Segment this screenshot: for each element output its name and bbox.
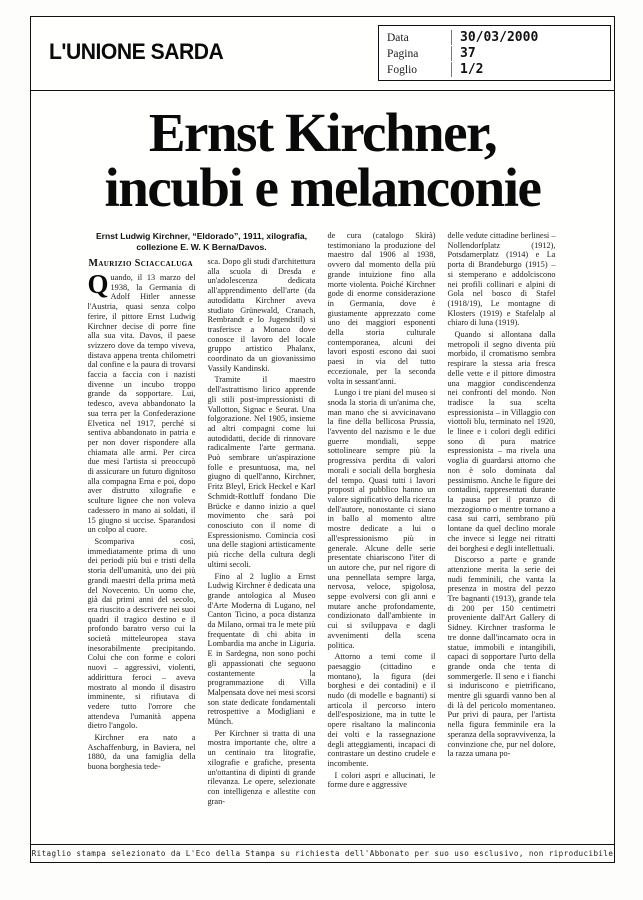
paragraph: Tramite il maestro dell'astrattismo lirico apprende gli stili post-impressionisti di Vallotton, Signac e Seurat. Una folgorazione. Nel 1905, insieme ad altri compagni come lui autodidatti, decide di rinnovare radicalmente l'arte germana. Può sembrare un'aspirazione folle e presuntuosa, ma, nel giugno di quell'anno, Kirchner, Fritz Bleyl, Erick Heckel e Karl Schmidt-Rottluff fondano Die Brücke e danno inizio a quel movimento che sarà poi conosciuto con il nome di Espressionismo. Comincia così una delle stagioni artisticamente più ricche della cultura degli ultimi secoli. [207,375,316,569]
stamp-value-foglio: 1/2 [451,62,483,77]
stamp-row-pagina [387,46,602,62]
clipping-footer [30,845,615,863]
paragraph: Fino al 2 luglio a Ernst Ludwig Kirchner è dedicata una grande antologica al Museo d'Arte Moderna di Lugano, nel Canton Ticino, a poca distanza da Milano, ormai tra le mete più frequentate di chi abita in Lombardia ma anche in Liguria. E in Sardegna, non sono pochi gli appassionati che seguono costantemente la programmazione di Villa Malpensata dove nei mesi scorsi son state dedicate fondamentali retrospettive a Modigliani e Münch. [207,571,316,727]
paragraph: Per Kirchner si tratta di una mostra importante che, oltre a un centinaio tra litografie, xilografie e grafiche, presenta un'ottantina di dipinti di grande rilevanza. Le opere, selezionate con intelligenza e allestite con gran- [207,728,316,806]
stamp-value-date: 30/03/2000 [451,30,538,45]
newspaper-masthead: L'UNIONE SARDA [49,39,224,64]
headline-line-1: Ernst Kirchner, [148,102,497,163]
paragraph: Kirchner era nato a Aschaffenburg, in Baviera, nel 1880, da una famiglia della buona borghesia tede- [87,733,196,772]
footer-disclaimer: Ritaglio stampa selezionato da L'Eco della Stampa su richiesta dell'Abbonato per suo uso esclusivo, non riproducibile [31,849,614,858]
article-headline [31,91,614,223]
artwork-caption: Ernst Ludwig Kirchner, “Eldorado”, 1911, xilografia, collezione E. W. K Berna/Davos. [95,231,308,252]
paragraph-text: uando, il 13 marzo del 1938, la Germania di Adolf Hitler annesse l'Austria, quasi senza colpo ferire, il pittore Ernst Ludwig Kirchner decise di porre fine alla sua vita. Davos, il paese svizzero dove da tempo viveva, distava appena trenta chilometri dal confine e la paura di trovarsi faccia a faccia con i nazisti divenne un incubo troppo grande da sopportare. Lui, tedesco, aveva abbandonato la sua terra per la Confederazione Elvetica nel 1917, perché si sentiva abbandonato in patria e per non dover rispondere alla chiamata alle armi. Per circa due mesi l'artista si preoccupò di assicurare un futuro dignitoso alla compagna Erna e poi, dopo aver distrutto xilografie e sculture lignee che non voleva cadessero in mano ai soldati, il 15 giugno si uccise. Sparandosi un colpo al cuore. [87,273,196,535]
stamp-row-foglio [387,62,602,78]
paragraph: delle vedute cittadine berlinesi – Nollendorfplatz (1912), Potsdamerplatz (1914) e La porta di Brandeburgo (1915) – si stemperano e addolciscono nei profili collinari e alpini di Gola nel bosco di Stafel (1918/19), Le montagne di Klosters (1919) e Stafelalp al chiaro di luna (1919). [447,231,556,328]
article-byline: Maurizio Sciaccaluga [88,258,193,269]
article-column-4 [448,231,556,835]
paragraph: Discorso a parte e grande attenzione merita la serie dei nudi femminili, che vanta la presenza in mostra del pezzo Tre bagnanti (1913), grande tela di 200 per 150 centimetri proveniente dall'Art Gallery di Sidney. Kirchner trasforma le tre donne dall'incarnato ocra in statue, immobili e intangibili, capaci di sopportare l'urto della grande onda che tenta di sommergerle. Il seno e i fianchi si induriscono e pietrificano, mentre gli sguardi vanno ben al di là del pericolo momentaneo. Pur privi di paura, per l'artista nella figura femminile era la speranza della sopravvivenza, la convinzione che, pur nel dolore, la razza umana po- [447,555,556,759]
article-column-3 [328,231,436,835]
paragraph: Attorno a temi come il paesaggio (cittadino e montano), la figura (dei borghesi e dei contadini) e il nudo (di modelle e bagnanti) si articola il percorso intero dell'esposizione, ma in tutte le opere risaltano la malinconia dei volti e la rassegnazione degli atteggiamenti, incapaci di contrastare un destino crudele e incombente. [327,652,436,768]
clipping-header [31,17,614,91]
article-column-1 [88,257,196,808]
stamp-label-data: Data [387,32,409,44]
paragraph: I colori aspri e allucinati, le forme dure e aggressive [327,770,436,790]
paragraph: Scompariva così, immediatamente prima di uno dei periodi più bui e tristi della storia dell'umanità, uno dei più grandi maestri della prima metà del Novecento. Un uomo che, già dai primi anni del secolo, era riuscito a descrivere nei suoi quadri il tragico destino e il profondo baratro verso cui la società mitteleuropea stava inesorabilmente precipitando. Colui che con forme e colori nuovi – aggressivi, violenti, addirittura feroci – aveva mostrato al mondo il disastro imminente, si rifiutava di vedere tutto l'orrore che attendeva l'umanità appena dietro l'angolo. [87,536,196,731]
stamp-row-data [387,30,602,46]
paragraph: Lungo i tre piani del museo si snoda la storia di un'anima che, man mano che si avvicinavano la fine della bellicosa Prussia, l'avvento del nazismo e le due guerre mondiali, seppe sottolineare sempre più la progressiva perdita di valori morali e sociali della borghesia del tempo. Quasi tutti i lavori proposti al pubblico hanno un valore significativo della ricerca dell'autore, nonostante ci siano in ballo al momento altre mostre dedicate a lui o all'espressionismo più in generale. Alcune delle serie presentate chiariscono l'iter di un autore che, pur nel rigore di una pennellata sempre larga, nervosa, veloce, spigolosa, seppe evolversi con gli anni e mutare anche profondamente, condizionato dall'ambiente in cui si sviluppava e dagli avvenimenti della scena politica. [327,388,436,650]
article-left-columns [88,257,316,808]
article-left-half [88,231,316,835]
drop-cap: Q [87,269,109,299]
paragraph [87,269,196,535]
press-stamp-box [378,25,611,81]
article-body [88,231,558,835]
stamp-value-pagina: 37 [451,46,476,61]
clipping-frame [30,16,615,845]
article-column-2 [208,257,316,808]
stamp-label-pagina: Pagina [387,48,419,60]
stamp-label-foglio: Foglio [387,64,418,76]
paragraph: Quando si allontana dalla metropoli il segno diventa più morbido, il cromatismo sembra respirare la stessa aria fresca delle vette e il pittore dimostra una maggior condiscendenza nei confronti del mondo. Non tradisce la sua scelta espressionista – in Villaggio con viottoli blu, terminato nel 1920, le linee e i colori degli edifici sono di pura matrice espressionista – ma rivela una voglia di guardarsi attorno che non è solo dominata dal pessimismo. Anche le figure dei contadini, rappresentati durante la pausa per il pranzo di mezzogiorno o mentre tornano a casa sui carri, sembrano più lontane da quel declino morale che invece si legge nei ritratti dei borghesi e degli intellettuali. [447,330,556,553]
paragraph: sca. Dopo gli studi d'architettura alla scuola di Dresda e un'adolescenza dedicata all'apprendimento dell'arte (da autodidatta Kirchner aveva studiato Grünewald, Cranach, Rembrandt e lo Jugendstil) si trasferisce a Monaco dove conosce il lavoro del locale gruppo artistico Phalanx, coordinato da un giovanissimo Vassily Kandinski. [207,257,316,373]
paragraph: de cura (catalogo Skirà) testimoniano la produzione del maestro dal 1906 al 1938, ovvero dal momento della più grande intuizione fino alla morte violenta. Poiché Kirchner gode di enorme considerazione in Germania, dove è giustamente apprezzato come uno dei maggiori esponenti della storia culturale contemporanea, alcuni dei lavori esposti escono dai suoi paesi in via del tutto eccezionale, per la seconda volta in sessant'anni. [327,231,436,386]
headline-line-2: incubi e melanconie [104,157,541,218]
